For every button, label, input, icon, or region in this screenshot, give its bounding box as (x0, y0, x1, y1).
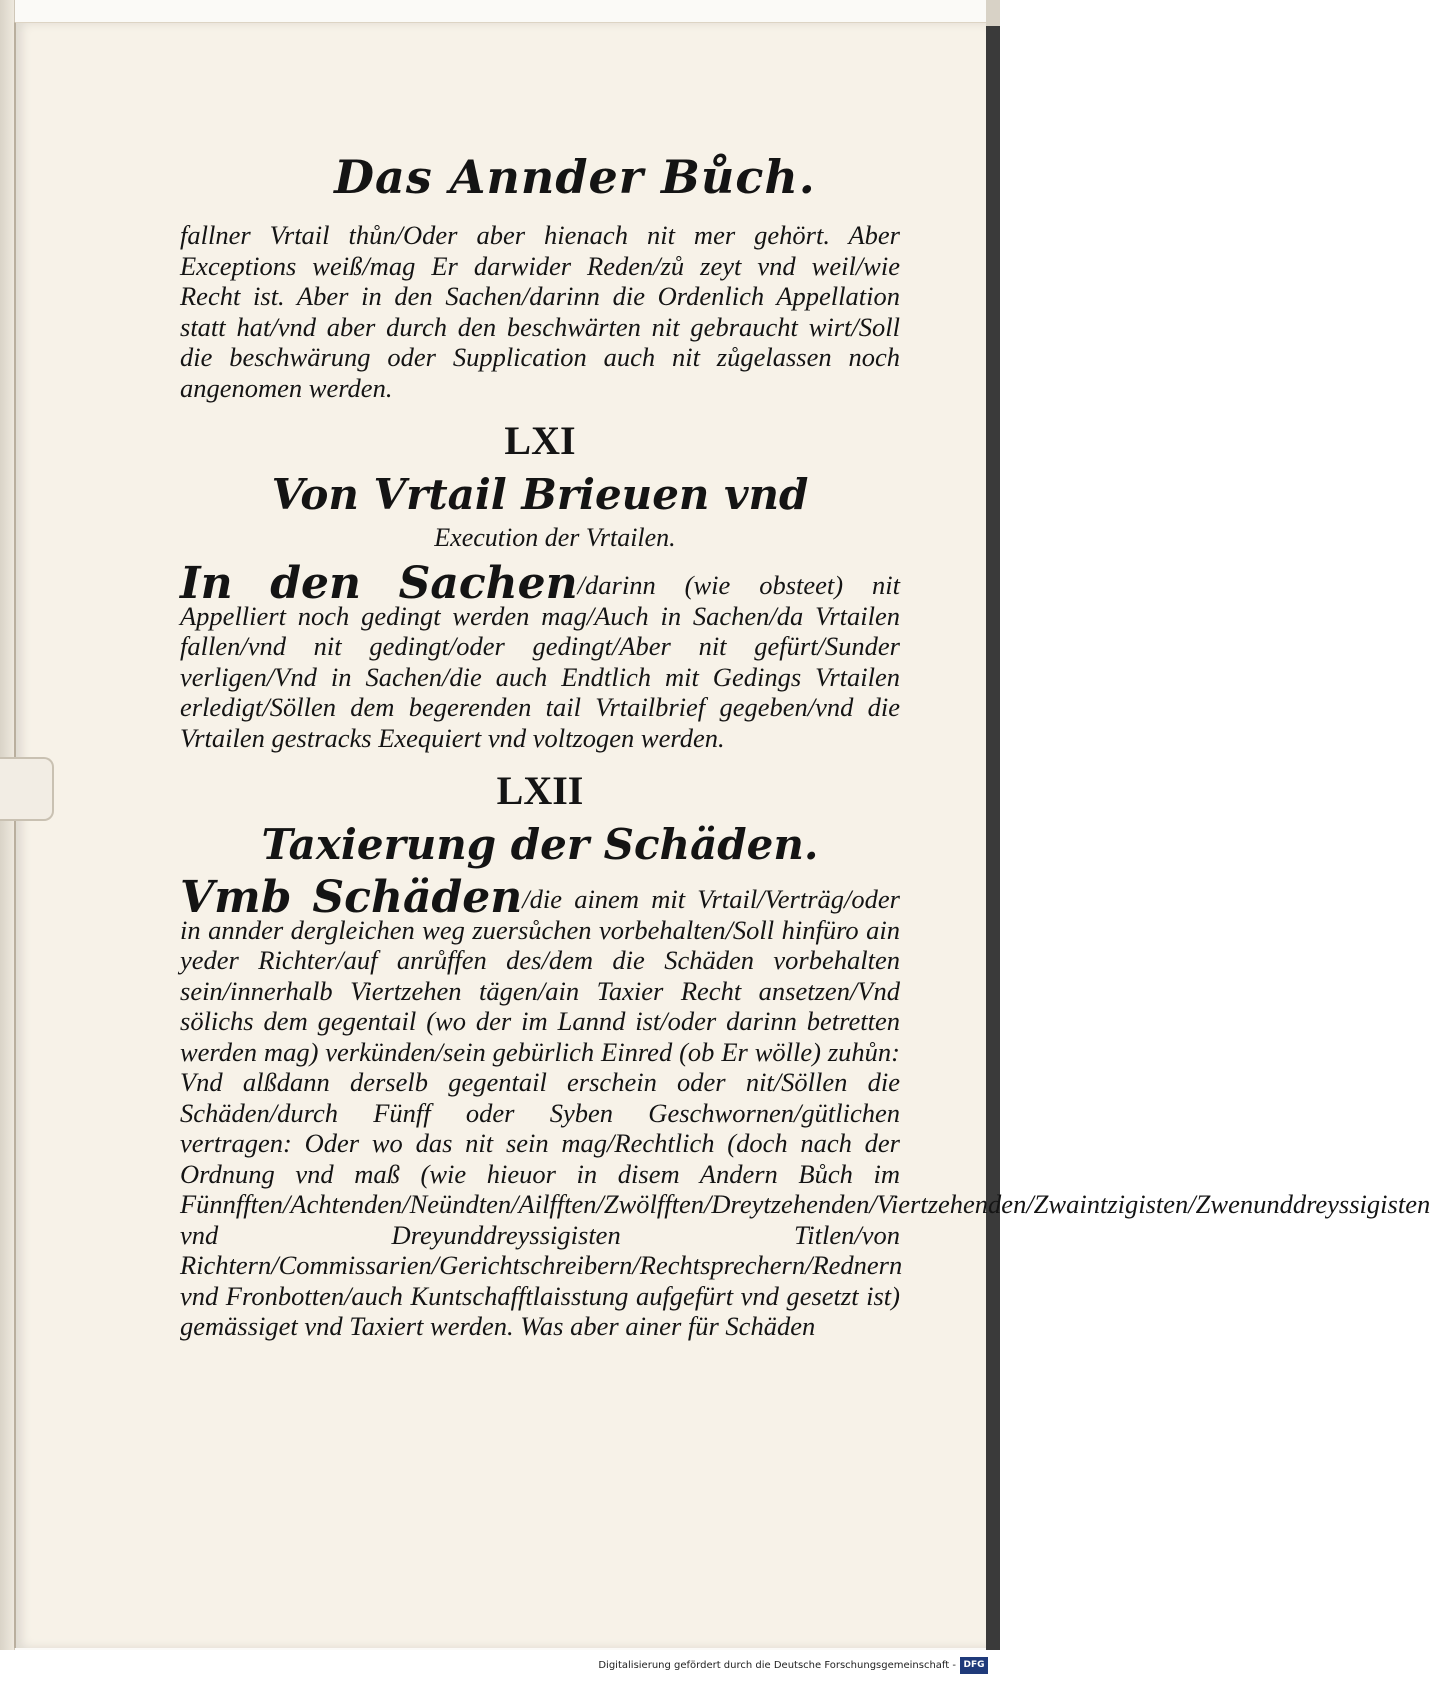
running-head: Das Annder Bůch. (334, 150, 816, 204)
book-edge (0, 0, 15, 1650)
chapter-title: Von Vrtail Brieuen vnd (271, 470, 809, 519)
chapter-paragraph (180, 558, 901, 753)
chapter-paragraph (180, 872, 1430, 1342)
page-fold-tab (0, 757, 54, 821)
right-margin-strip (986, 0, 1000, 1650)
chapter-number: LXII (496, 768, 584, 813)
chapter-number: LXI (504, 418, 576, 463)
lead-word: Vmb Schäden (180, 872, 523, 923)
chapter-text: /darinn (wie obsteet) nit Appelliert noch gedingt werden mag/Auch in Sachen/da Vrtailen fallen/vnd nit gedingt/oder gedingt/Aber nit gefürt/Sunder verligen/Vnd in Sachen/die auch Endtlich mit Gedings Vrtailen erledigt/Söllen dem begerenden tail Vrtailbrief gegeben/vnd die Vrtailen gestracks Exequiert vnd voltzogen werden. (180, 570, 901, 753)
chapter-subtitle: Execution der Vrtailen. (434, 523, 676, 552)
digitization-credit: Digitalisierung gefördert durch die Deutsche Forschungsgemeinschaft - (598, 1660, 956, 1671)
opening-paragraph: fallner Vrtail thůn/Oder aber hienach nit mer gehört. Aber Exceptions weiß/mag Er darwider Reden/zů zeyt vnd weil/wie Recht ist. Aber in den Sachen/darinn die Ordenlich Appellation statt hat/vnd aber durch den beschwärten nit gebraucht wirt/Soll die beschwärung oder Supplication auch nit zůgelassen noch angenomen werden. (180, 220, 900, 403)
chapter-text: /die ainem mit Vrtail/Verträg/oder in annder dergleichen weg zuersůchen vorbehalten/Soll hinfüro ain yeder Richter/auf anrůffen des/dem die Schäden vorbehalten sein/innerhalb Viertzehen tägen/ain Taxier Recht ansetzen/Vnd sölichs dem gegentail (wo der im Lannd ist/oder darinn betretten werden mag) verkünden/sein gebürlich Einred (ob Er wölle) zuhůn: Vnd alßdann derselb gegentail erschein oder nit/Söllen die Schäden/durch Fünff oder Syben Geschwornen/gütlichen vertragen: Oder wo das nit sein mag/Rechtlich (doch nach der Ordnung vnd maß (wie hieuor in disem Andern Bůch im Fünnfften/Achtenden/Neündten/Ailfften/Zwölfften/Dreytzehenden/Viertzehenden/Zwaintzigisten/Zwenunddreyssigisten vnd Dreyunddreyssigisten Titlen/von Richtern/Commissarien/Gerichtschreibern/Rechtsprechern/Rednern vnd Fronbotten/auch Kuntschafftlaisstung aufgefürt vnd gesetzt ist) gemässiget vnd Taxiert werden. Was aber ainer für Schäden (180, 884, 1430, 1341)
dfg-logo: DFG (960, 1657, 988, 1674)
page-content (180, 140, 1430, 1342)
chapter-title: Taxierung der Schäden. (261, 820, 819, 869)
right-margin-strip-top (986, 0, 1000, 26)
lead-word: In den Sachen (180, 558, 578, 609)
